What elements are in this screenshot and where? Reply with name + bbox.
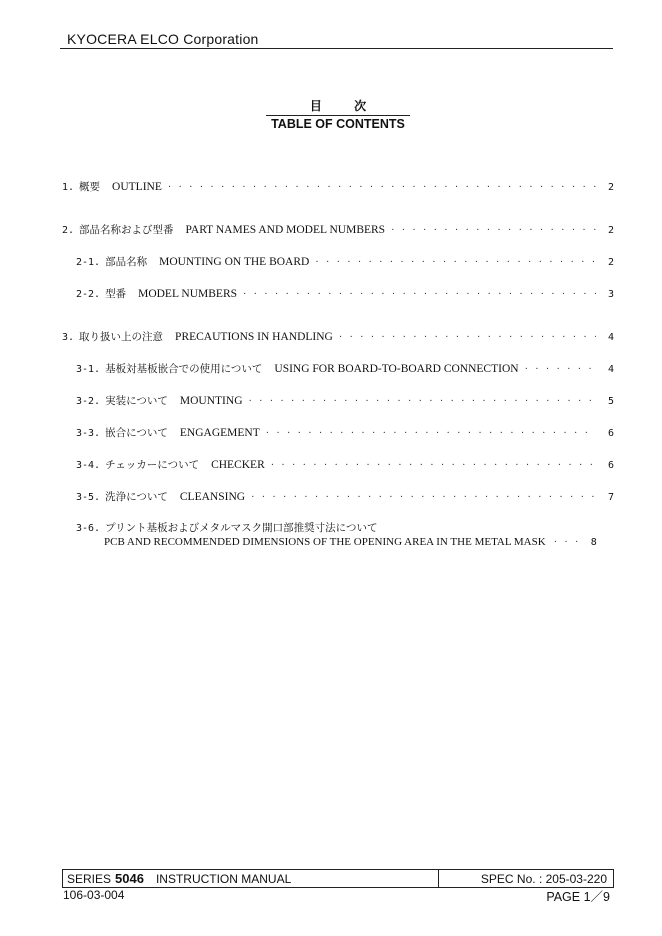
entry-number: 3-3. bbox=[76, 428, 101, 439]
toc-entry[interactable] bbox=[62, 222, 614, 238]
spec-number: SPEC No. : 205-03-220 bbox=[480, 871, 607, 886]
dot-leader bbox=[271, 460, 596, 471]
toc-entry[interactable] bbox=[76, 393, 614, 409]
entry-title-jp: 概要 bbox=[79, 181, 101, 193]
toc-entry[interactable] bbox=[62, 179, 614, 195]
dot-leader: · · · bbox=[553, 537, 581, 548]
entry-number: 3-1. bbox=[76, 364, 101, 375]
dot-leader bbox=[168, 182, 596, 193]
entry-title-jp: 基板対基板嵌合での使用について bbox=[105, 363, 263, 375]
dot-leader bbox=[266, 428, 596, 439]
dot-leader bbox=[249, 396, 597, 407]
entry-page: 8 bbox=[590, 537, 597, 548]
entry-title-en: OUTLINE bbox=[112, 181, 162, 193]
entry-number: 3-5. bbox=[76, 492, 101, 503]
toc-entry[interactable] bbox=[76, 425, 614, 441]
entry-page: 3 bbox=[607, 289, 614, 300]
toc-entry[interactable] bbox=[76, 361, 614, 377]
dot-leader bbox=[315, 257, 596, 268]
entry-page: 6 bbox=[607, 428, 614, 439]
entry-title-jp: チェッカーについて bbox=[105, 459, 200, 471]
entry-title-jp: プリント基板およびメタルマスク開口部推奨寸法について bbox=[105, 522, 378, 534]
series-number: 5046 bbox=[115, 871, 144, 886]
footer-title-block bbox=[62, 869, 614, 888]
entry-title-en: CLEANSING bbox=[179, 491, 246, 503]
entry-number: 3-4. bbox=[76, 460, 101, 471]
toc-entry[interactable] bbox=[76, 457, 614, 473]
dot-leader bbox=[339, 332, 596, 343]
toc-entry[interactable] bbox=[76, 489, 614, 505]
entry-title-jp: 嵌合について bbox=[105, 427, 168, 439]
toc-entry[interactable] bbox=[76, 520, 614, 552]
entry-number: 2-1. bbox=[76, 257, 101, 268]
entry-page: 7 bbox=[607, 492, 614, 503]
toc-title-english: TABLE OF CONTENTS bbox=[271, 117, 405, 131]
entry-page: 2 bbox=[607, 225, 614, 236]
entry-page: 4 bbox=[607, 332, 614, 343]
entry-page: 4 bbox=[607, 364, 614, 375]
entry-title-jp: 型番 bbox=[105, 288, 127, 300]
toc-entry[interactable] bbox=[76, 286, 614, 302]
document-number: 106-03-004 bbox=[63, 888, 125, 902]
company-name: KYOCERA ELCO Corporation bbox=[67, 31, 259, 47]
entry-title-en: USING FOR BOARD-TO-BOARD CONNECTION bbox=[274, 363, 519, 375]
entry-title-en: CHECKER bbox=[211, 459, 265, 471]
entry-title-en: PRECAUTIONS IN HANDLING bbox=[175, 331, 333, 343]
series-label: SERIES bbox=[67, 871, 112, 886]
dot-leader bbox=[391, 225, 596, 236]
entry-title-jp: 実装について bbox=[105, 395, 168, 407]
entry-number: 3-2. bbox=[76, 396, 101, 407]
entry-title-jp: 部品名称および型番 bbox=[79, 224, 174, 236]
dot-leader bbox=[243, 289, 596, 300]
dot-leader bbox=[525, 364, 596, 375]
toc-entry[interactable] bbox=[62, 329, 614, 345]
entry-title-jp: 部品名称 bbox=[105, 256, 148, 268]
toc-title-japanese: 目 次 bbox=[309, 99, 381, 113]
entry-title-jp: 取り扱い上の注意 bbox=[79, 331, 164, 343]
entry-title-en: MOUNTING ON THE BOARD bbox=[159, 256, 310, 268]
entry-number: 3. bbox=[62, 332, 75, 343]
entry-page: 5 bbox=[607, 396, 614, 407]
entry-page: 2 bbox=[607, 257, 614, 268]
entry-title-en: MODEL NUMBERS bbox=[138, 288, 238, 300]
entry-number: 2-2. bbox=[76, 289, 101, 300]
entry-number: 2. bbox=[62, 225, 75, 236]
entry-title-en: PART NAMES AND MODEL NUMBERS bbox=[185, 224, 386, 236]
entry-title-en: ENGAGEMENT bbox=[179, 427, 260, 439]
footer-series-cell bbox=[63, 870, 439, 887]
entry-number: 1. bbox=[62, 182, 75, 193]
entry-number: 3-6. bbox=[76, 523, 101, 534]
page-number: PAGE 1／9 bbox=[546, 890, 610, 904]
entry-page: 2 bbox=[607, 182, 614, 193]
footer-spec-cell bbox=[439, 870, 613, 887]
dot-leader bbox=[251, 492, 596, 503]
entry-title-jp: 洗浄について bbox=[105, 491, 168, 503]
toc-entry[interactable] bbox=[76, 254, 614, 270]
entry-title-en: PCB AND RECOMMENDED DIMENSIONS OF THE OPENING AREA IN THE METAL MASK bbox=[104, 536, 546, 548]
entry-page: 6 bbox=[607, 460, 614, 471]
manual-title: INSTRUCTION MANUAL bbox=[155, 871, 292, 886]
entry-title-en: MOUNTING bbox=[179, 395, 243, 407]
